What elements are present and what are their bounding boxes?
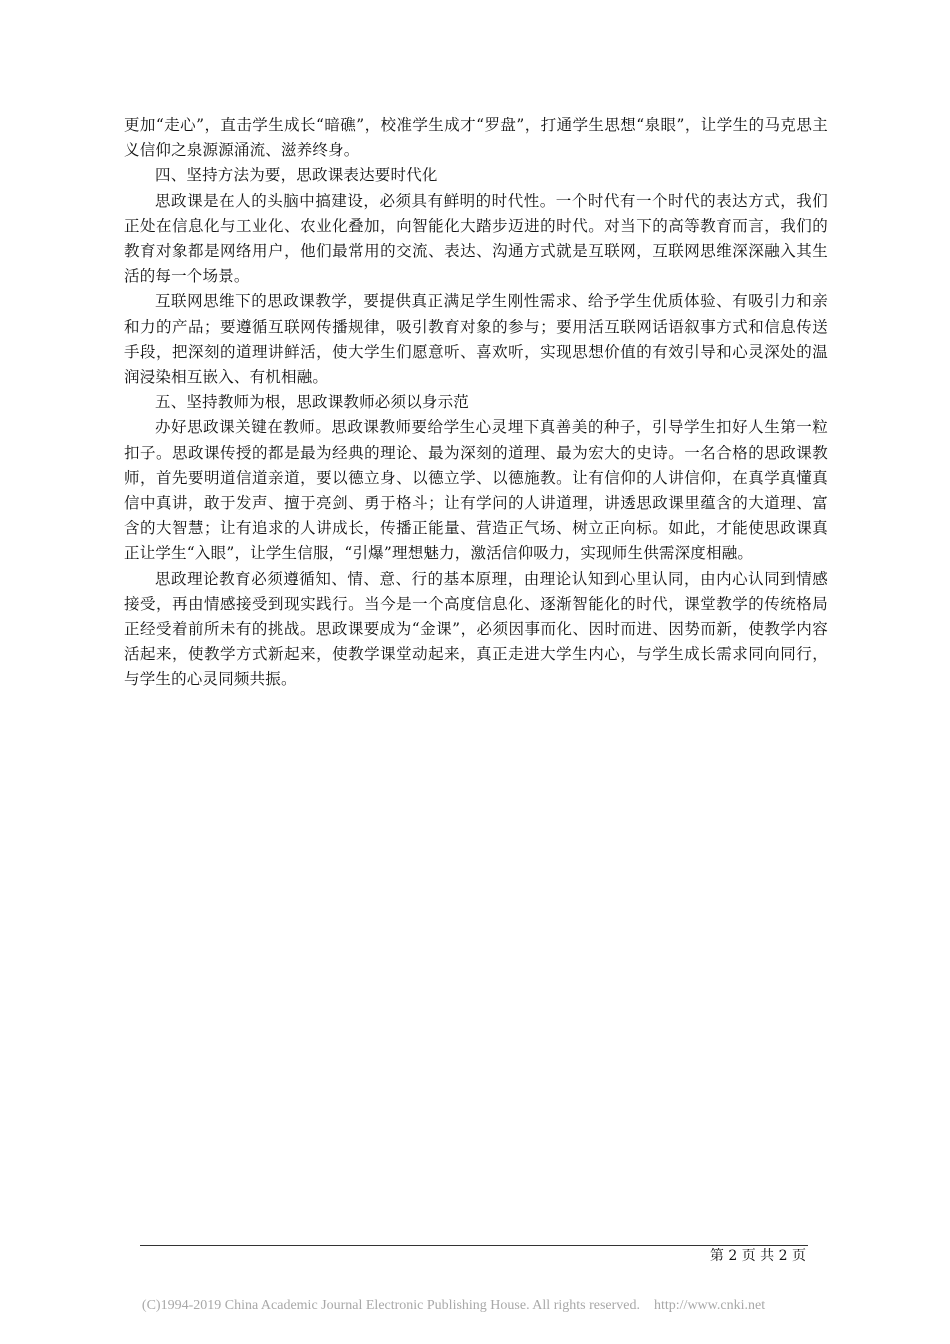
document-body (124, 113, 828, 693)
paragraph: 办好思政课关键在教师。思政课教师要给学生心灵埋下真善美的种子，引导学生扣好人生第一粒扣子。思政课传授的都是最为经典的理论、最为深刻的道理、最为宏大的史诗。一名合格的思政课教师，首先要明道信道亲道，要以德立身、以德立学、以德施教。让有信仰的人讲信仰，在真学真懂真信中真讲，敢于发声、擅于亮剑、勇于格斗；让有学问的人讲道理，讲透思政课里蕴含的大道理、富含的大智慧；让有追求的人讲成长，传播正能量、营造正气场、树立正向标。如此，才能使思政课真正让学生“入眼”，让学生信服，“引爆”理想魅力，激活信仰吸力，实现师生供需深度相融。 (124, 418, 828, 563)
copyright-bar (0, 1298, 950, 1316)
section-heading-4: 四、坚持方法为要，思政课表达要时代化 (155, 166, 438, 185)
paragraph-continued: 更加“走心”，直击学生成长“暗礁”，校准学生成才“罗盘”，打通学生思想“泉眼”，让学生的马克思主义信仰之泉源源涌流、滋养终身。 (124, 116, 828, 160)
copyright-url[interactable]: http://www.cnki.net (654, 1298, 766, 1313)
footer-divider (140, 1245, 808, 1246)
page-number: 第 2 页 共 2 页 (709, 1248, 806, 1264)
paragraph: 思政理论教育必须遵循知、情、意、行的基本原理，由理论认知到心里认同，由内心认同到情感接受，再由情感接受到现实践行。当今是一个高度信息化、逐渐智能化的时代，课堂教学的传统格局正经受着前所未有的挑战。思政课要成为“金课”，必须因事而化、因时而进、因势而新，使教学内容活起来，使教学方式新起来，使教学课堂动起来，真正走进大学生内心，与学生成长需求同向同行，与学生的心灵同频共振。 (124, 569, 828, 689)
copyright-notice: (C)1994-2019 China Academic Journal Electronic Publishing House. All rights reserved. (141, 1298, 640, 1313)
paragraph: 思政课是在人的头脑中搞建设，必须具有鲜明的时代性。一个时代有一个时代的表达方式，我们正处在信息化与工业化、农业化叠加，向智能化大踏步迈进的时代。对当下的高等教育而言，我们的教育对象都是网络用户，他们最常用的交流、表达、沟通方式就是互联网，互联网思维深深融入其生活的每一个场景。 (124, 191, 828, 286)
section-heading-5: 五、坚持教师为根，思政课教师必须以身示范 (155, 393, 470, 412)
paragraph: 互联网思维下的思政课教学，要提供真正满足学生刚性需求、给予学生优质体验、有吸引力和亲和力的产品；要遵循互联网传播规律，吸引教育对象的参与；要用活互联网话语叙事方式和信息传送手段，把深刻的道理讲鲜活，使大学生们愿意听、喜欢听，实现思想价值的有效引导和心灵深处的温润浸染相互嵌入、有机相融。 (124, 292, 828, 387)
